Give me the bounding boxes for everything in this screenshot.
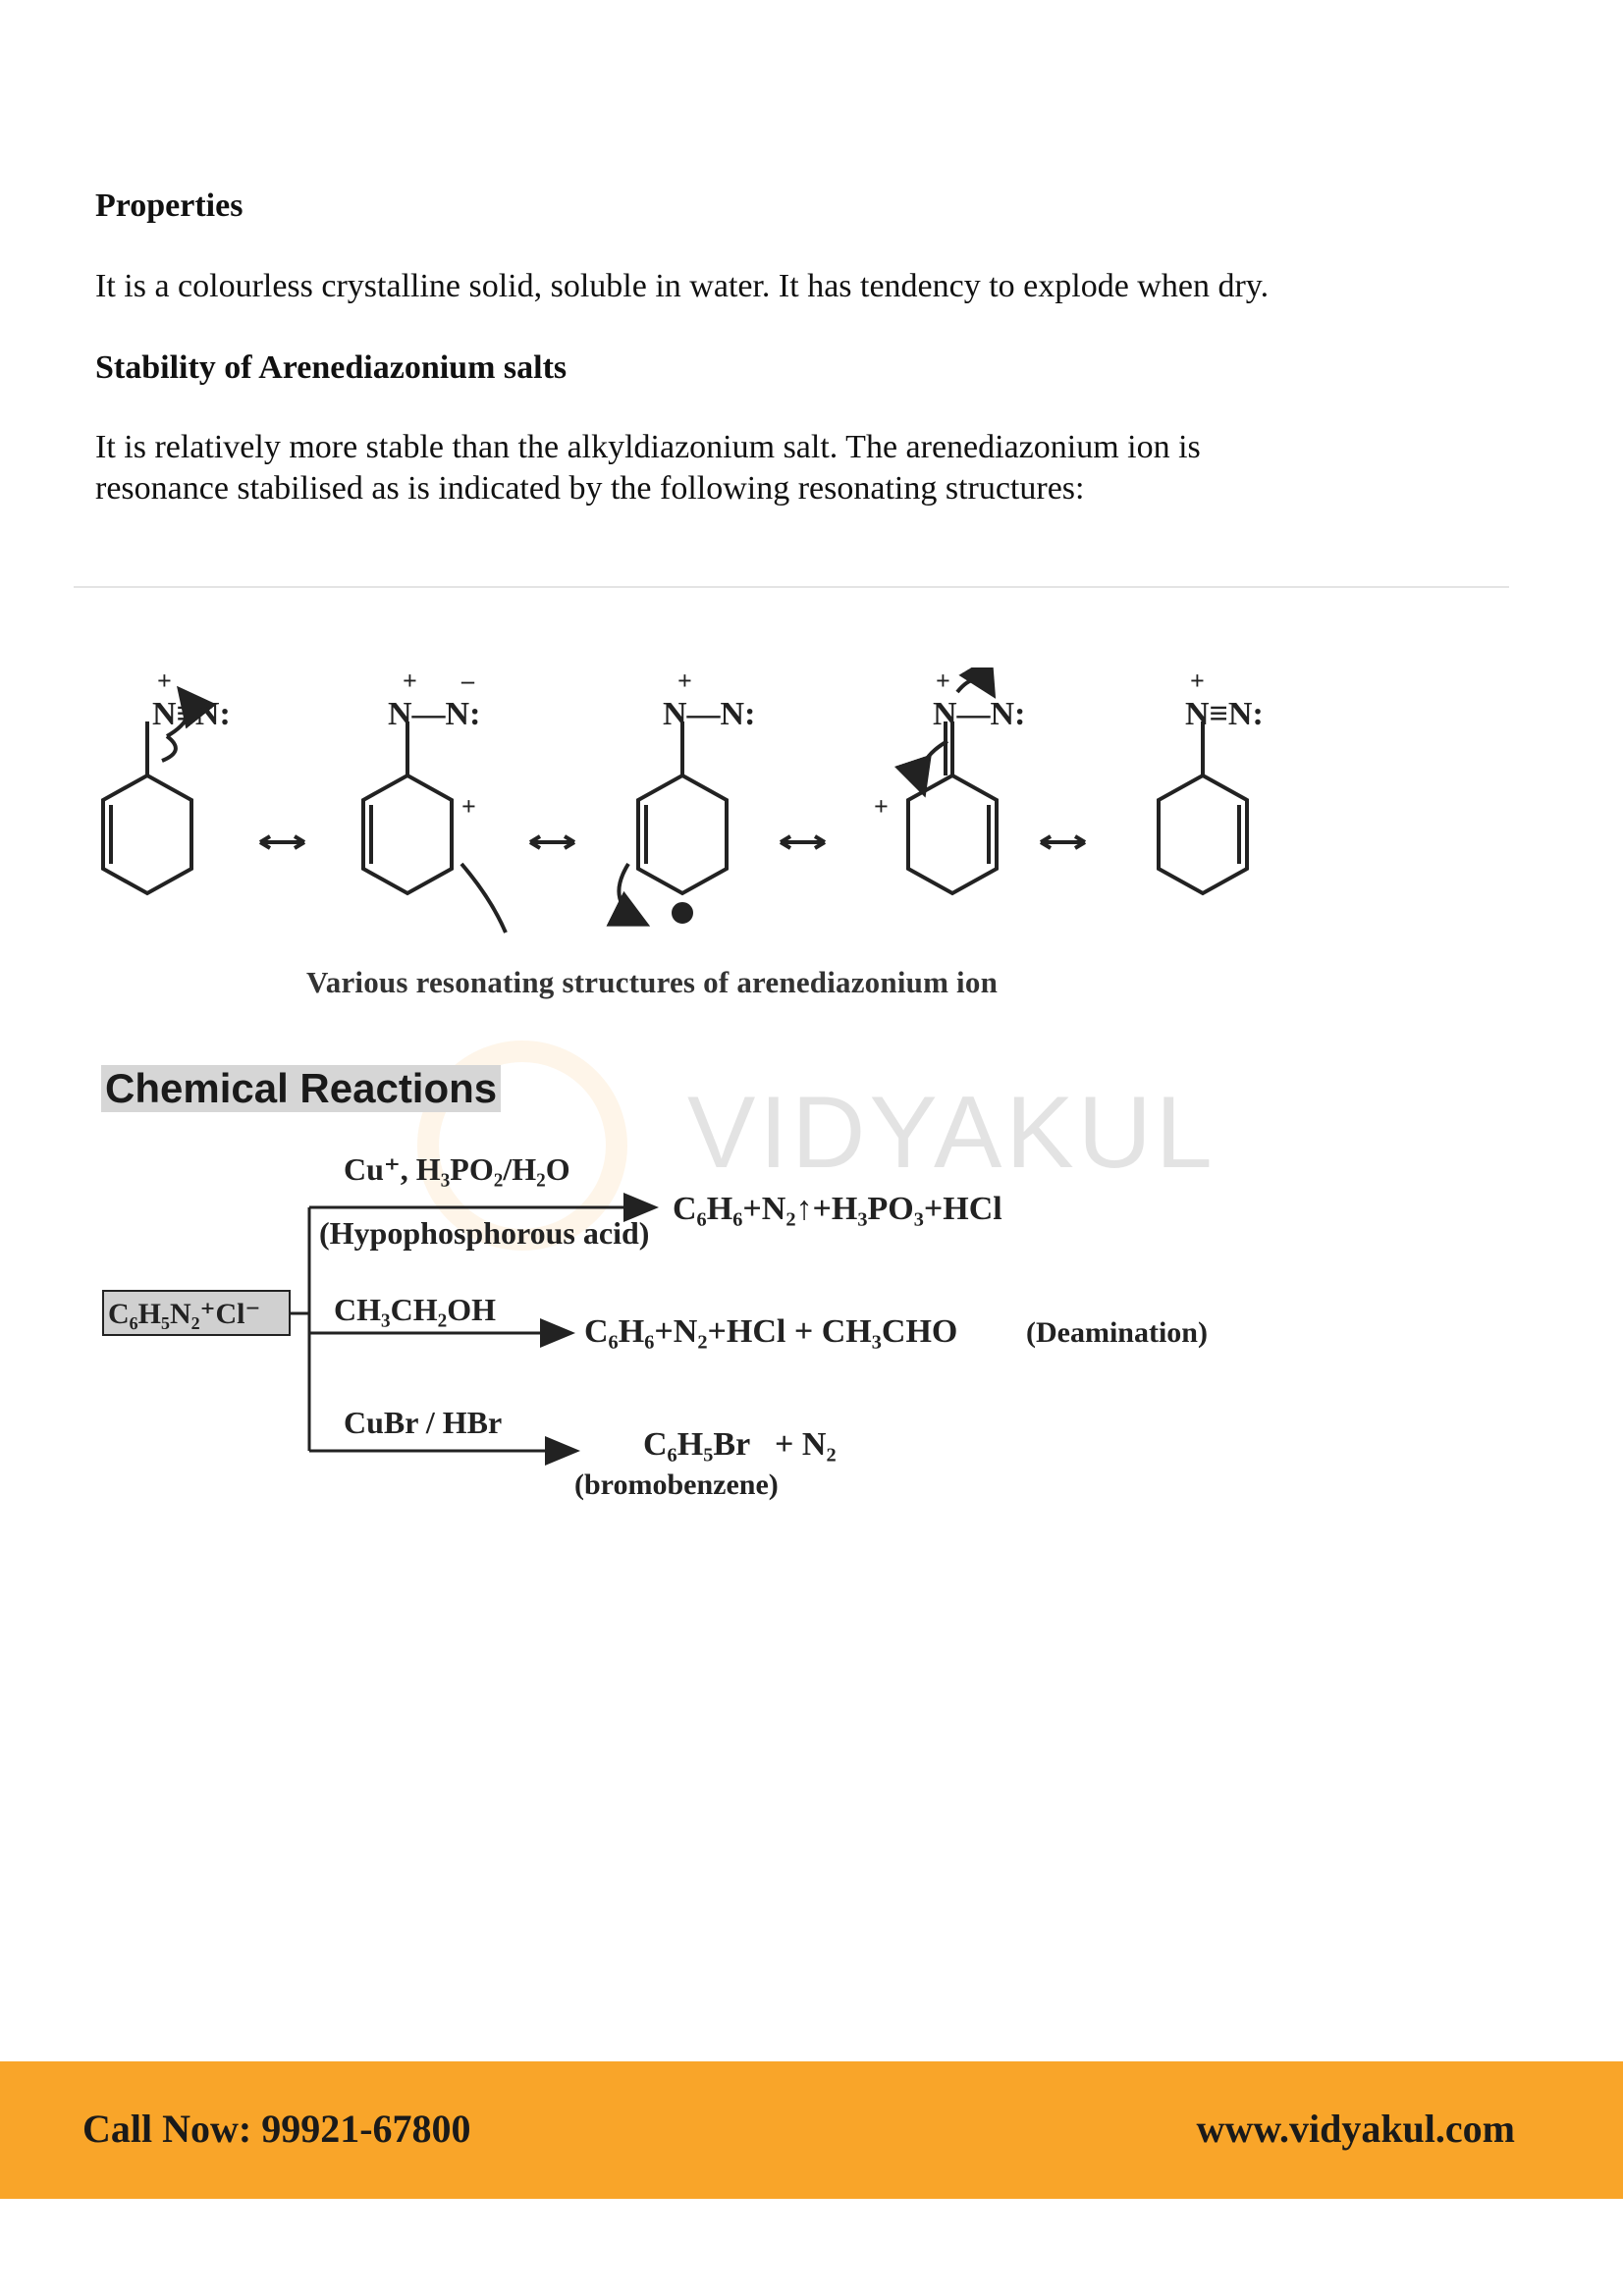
stability-text-line-1: It is relatively more stable than the alkyldiazonium salt. The arenediazonium ion is — [95, 429, 1201, 465]
reactant-formula: C₆H₅N₂⁺Cl⁻ — [108, 1298, 261, 1330]
reaction-1-reagent-name: (Hypophosphorous acid) — [319, 1215, 650, 1251]
chemical-reactions-heading: Chemical Reactions — [101, 1065, 501, 1112]
resonance-structure-5 — [1159, 721, 1247, 893]
call-now-text: Call Now: 99921-67800 — [82, 2107, 471, 2151]
svg-text:N—N:: N—N: — [388, 696, 481, 732]
resonance-structure-2 — [363, 721, 506, 933]
reaction-scheme — [98, 1139, 1276, 1531]
properties-heading: Properties — [95, 187, 243, 224]
footer-band — [0, 2061, 1623, 2199]
section-divider — [74, 586, 1509, 588]
reaction-2-reagent: CH₃CH₂OH — [334, 1292, 496, 1327]
reaction-2-product: C₆H₆+N₂+HCl + CH₃CHO — [584, 1313, 958, 1350]
figure-caption: Various resonating structures of arenediazonium ion — [306, 965, 999, 999]
stability-text-line-2: resonance stabilised as is indicated by the following resonating structures: — [95, 470, 1085, 507]
reaction-1-reagent: Cu⁺, H₃PO₂/H₂O — [344, 1151, 570, 1187]
stability-heading: Stability of Arenediazonium salts — [95, 349, 568, 386]
svg-text:+: + — [936, 667, 950, 695]
svg-text:+: + — [403, 667, 417, 695]
svg-text:+: + — [874, 792, 889, 821]
svg-text:+: + — [1190, 667, 1205, 695]
svg-text:+: + — [461, 792, 476, 821]
svg-text:+: + — [157, 667, 172, 695]
svg-text:N≡N:: N≡N: — [152, 696, 231, 732]
resonance-structure-3 — [619, 721, 727, 923]
reaction-3-product: C₆H₅Br + N₂ — [643, 1426, 837, 1463]
reaction-3-reagent: CuBr / HBr — [344, 1405, 503, 1440]
resonance-structures-figure — [93, 667, 1330, 962]
svg-text:N—N:: N—N: — [663, 696, 756, 732]
svg-text:–: – — [461, 667, 474, 695]
reaction-2-note: (Deamination) — [1026, 1316, 1208, 1349]
svg-text:+: + — [677, 667, 692, 695]
watermark-text: VIDYAKUL — [687, 1076, 1217, 1190]
reaction-3-product-name: (bromobenzene) — [574, 1468, 779, 1501]
svg-text:N—N:: N—N: — [933, 696, 1026, 732]
svg-text:N≡N:: N≡N: — [1185, 696, 1264, 732]
stability-text — [95, 427, 1509, 509]
properties-text: It is a colourless crystalline solid, soluble in water. It has tendency to explode when dry. — [95, 268, 1270, 304]
reaction-1-product: C₆H₆+N₂↑+H₃PO₃+HCl — [673, 1191, 1002, 1227]
website-link[interactable]: www.vidyakul.com — [1196, 2107, 1515, 2151]
